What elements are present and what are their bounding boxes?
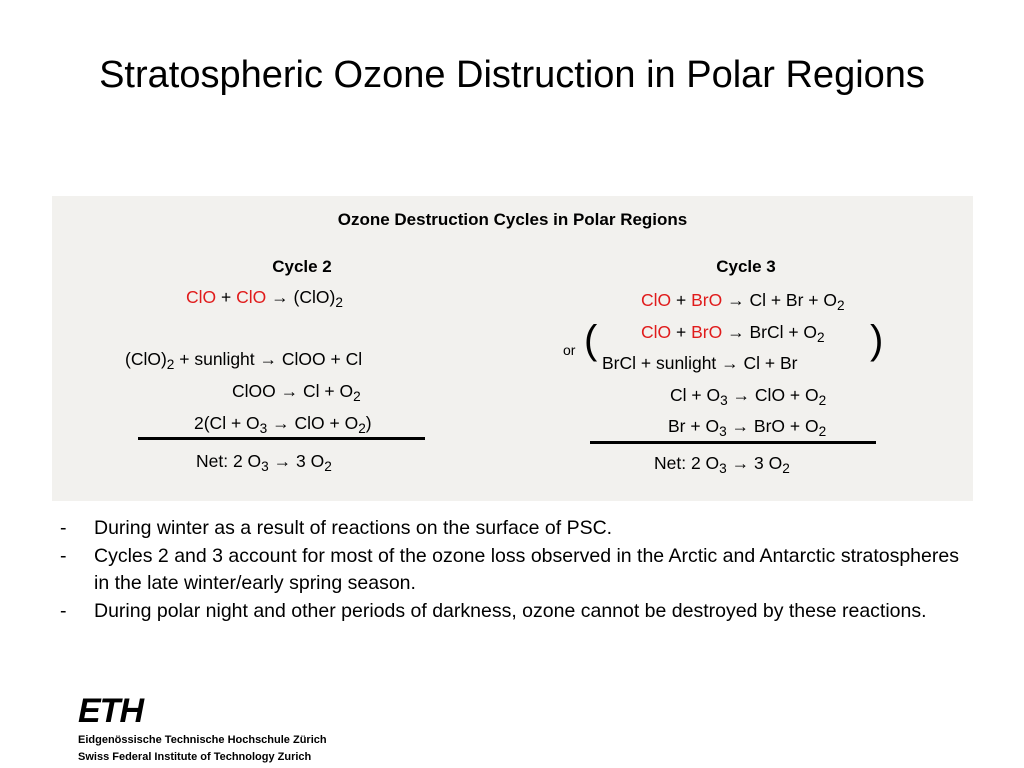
figure-heading: Ozone Destruction Cycles in Polar Regions (337, 210, 688, 229)
cycle-2-reaction-3: ClOO → $Cl + O_2$ (232, 381, 361, 405)
bullet-marker: - (60, 599, 67, 622)
bullet-item: - During polar night and other periods of darkness, ozone cannot be destroyed by these reactions. (60, 598, 970, 626)
cycle-2-heading: Cycle 2 (272, 257, 332, 276)
bullet-item: - During winter as a result of reactions on the surface of PSC. (60, 515, 970, 543)
slide-title: Stratospheric Ozone Distruction in Polar Regions (99, 54, 925, 96)
eth-logo-line-2: Swiss Federal Institute of Technology Zurich (78, 751, 312, 763)
cycle-2-net-reaction: Net: 2 $O_3 \to 3$ $O_2$ (196, 451, 332, 475)
or-label: or (563, 342, 576, 358)
cycle-3-heading: Cycle 3 (716, 257, 776, 276)
eth-logo (78, 692, 327, 766)
cycle-2-sum-rule (138, 437, 425, 440)
cycle-3-net-reaction: Net: 2 $O_3 \to 3$ $O_2$ (654, 453, 790, 477)
cycle-3-reaction-5: $Br + O_3$ → BrO + $O_2$ (668, 416, 827, 440)
bullet-item: - Cycles 2 and 3 account for most of the ozone loss observed in the Arctic and Antarctic stratospheres in the late winter/early spring season. (60, 544, 959, 594)
left-parenthesis: ( (584, 318, 598, 362)
bullet-list (60, 515, 970, 625)
cycle-3-reaction-1: ClO + BrO → $Cl + Br + O_2$ (641, 290, 845, 314)
cycle-2-reaction-2: $(ClO)_2$ + sunlight → ClOO + Cl (125, 349, 363, 373)
eth-logo-line-1: Eidgenössische Technische Hochschule Zürich (78, 734, 327, 746)
cycle-2-reaction-4: $2(Cl + O_3$ → ClO + $O_2$) (194, 413, 372, 437)
cycle-3-sum-rule (590, 441, 876, 444)
cycle-3-reaction-3: BrCl + sunlight → Cl + Br (602, 353, 798, 373)
cycle-3-reaction-4: $Cl + O_3$ → ClO + $O_2$ (670, 385, 827, 409)
cycle-2-reaction-1: ClO + ClO → $(ClO)_2$ (186, 287, 343, 311)
eth-logo-mark: ETH (78, 692, 143, 730)
bullet-marker: - (60, 544, 67, 567)
right-parenthesis: ) (870, 318, 884, 362)
bullet-marker: - (60, 517, 67, 539)
reaction-figure (52, 196, 973, 501)
cycle-3-reaction-2: ClO + BrO → BrCl + $O_2$ (641, 322, 825, 346)
